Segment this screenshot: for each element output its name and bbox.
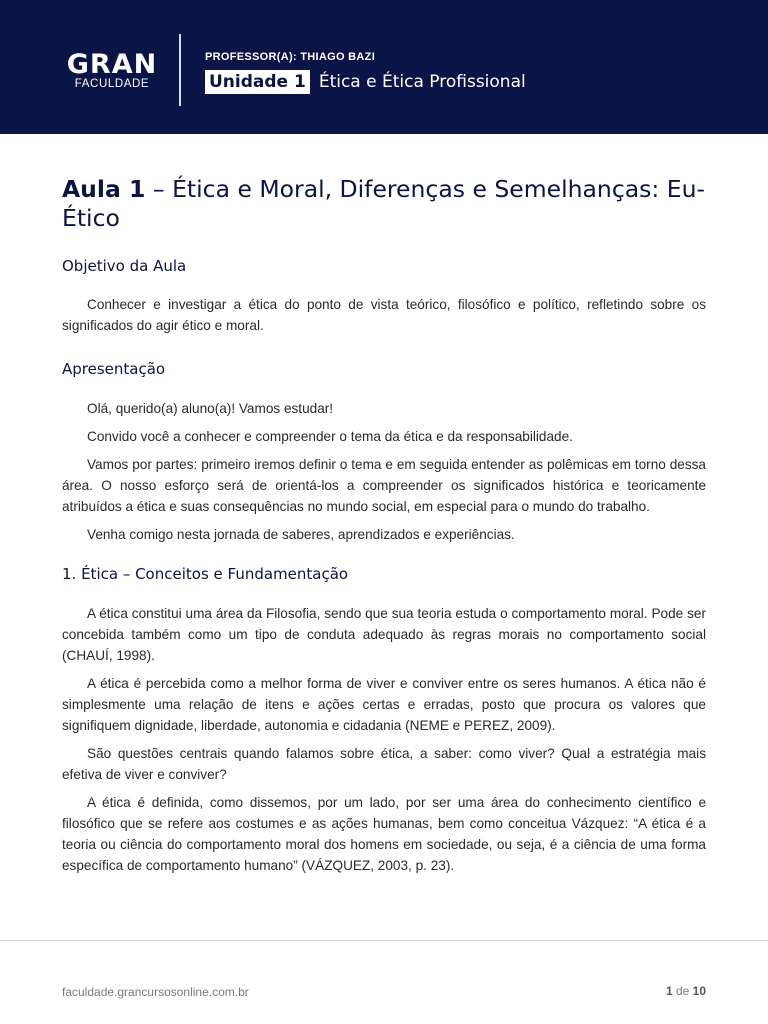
footer-divider: [0, 940, 768, 941]
paragraph: A ética é definida, como dissemos, por um lado, por ser uma área do conhecimento científico e filosófico que se refere aos costumes e as ações humanas, bem como conceitua Vázquez: “A ética é a teoria ou ciência do comportamento moral dos homens em sociedade, ou seja, é a ciência de uma forma específica de comportamento humano” (VÁZQUEZ, 2003, p. 23).: [62, 795, 706, 873]
footer-url: faculdade.grancursosonline.com.br: [62, 985, 249, 999]
paragraph: A ética constitui uma área da Filosofia, sendo que sua teoria estuda o comportamento moral. Pode ser concebida também como um tipo de conduta adequado às regras morais no comportamento social (CHAUÍ, 1998).: [62, 606, 706, 663]
page-title: [62, 175, 706, 233]
logo-sub-text: FACULDADE: [74, 78, 150, 90]
page-separator: de: [672, 984, 693, 998]
page-title-bold: Aula 1: [62, 175, 146, 203]
page-number: [666, 984, 706, 998]
paragraph: Olá, querido(a) aluno(a)! Vamos estudar!: [87, 401, 334, 416]
section-heading-apresentacao: Apresentação: [62, 360, 166, 378]
page-total: 10: [692, 984, 706, 998]
gran-faculdade-logo: [62, 50, 162, 91]
paragraph: Convido você a conhecer e compreender o tema da ética e da responsabilidade.: [87, 429, 573, 444]
unit-row: [205, 70, 526, 94]
page-current: 1: [665, 984, 673, 998]
paragraph: Venha comigo nesta jornada de saberes, aprendizados e experiências.: [87, 527, 515, 542]
paragraph: Vamos por partes: primeiro iremos definir o tema e em seguida entender as polêmicas em torno dessa área. O nosso esforço será de orientá-los a compreender os significados histórica e teoricamente atribuídos a ética e suas consequências no mundo social, em especial para o mundo do trabalho.: [62, 457, 706, 514]
page-header: [0, 0, 768, 134]
section-heading-objetivo: Objetivo da Aula: [62, 257, 187, 275]
header-divider: [179, 34, 181, 106]
paragraph: A ética é percebida como a melhor forma de viver e conviver entre os seres humanos. A ética não é simplesmente uma relação de itens e ações certas e erradas, posto que procura os valores que signifiquem dignidade, liberdade, autonomia e cidadania (NEME e PEREZ, 2009).: [62, 676, 706, 733]
section-heading-etica: 1. Ética – Conceitos e Fundamentação: [62, 565, 349, 583]
logo-main-text: GRAN: [66, 49, 158, 80]
unit-badge: Unidade 1: [205, 70, 310, 94]
professor-label: PROFESSOR(A): THIAGO BAZI: [205, 51, 376, 63]
page-title-rest: – Ética e Moral, Diferenças e Semelhanças: Eu-Ético: [62, 175, 705, 232]
document-body: [62, 175, 706, 876]
paragraph: São questões centrais quando falamos sobre ética, a saber: como viver? Qual a estratégia mais efetiva de viver e conviver?: [62, 746, 706, 782]
paragraph: Conhecer e investigar a ética do ponto de vista teórico, filosófico e político, refletindo sobre os significados do agir ético e moral.: [62, 297, 706, 333]
unit-title: Ética e Ética Profissional: [318, 72, 526, 92]
